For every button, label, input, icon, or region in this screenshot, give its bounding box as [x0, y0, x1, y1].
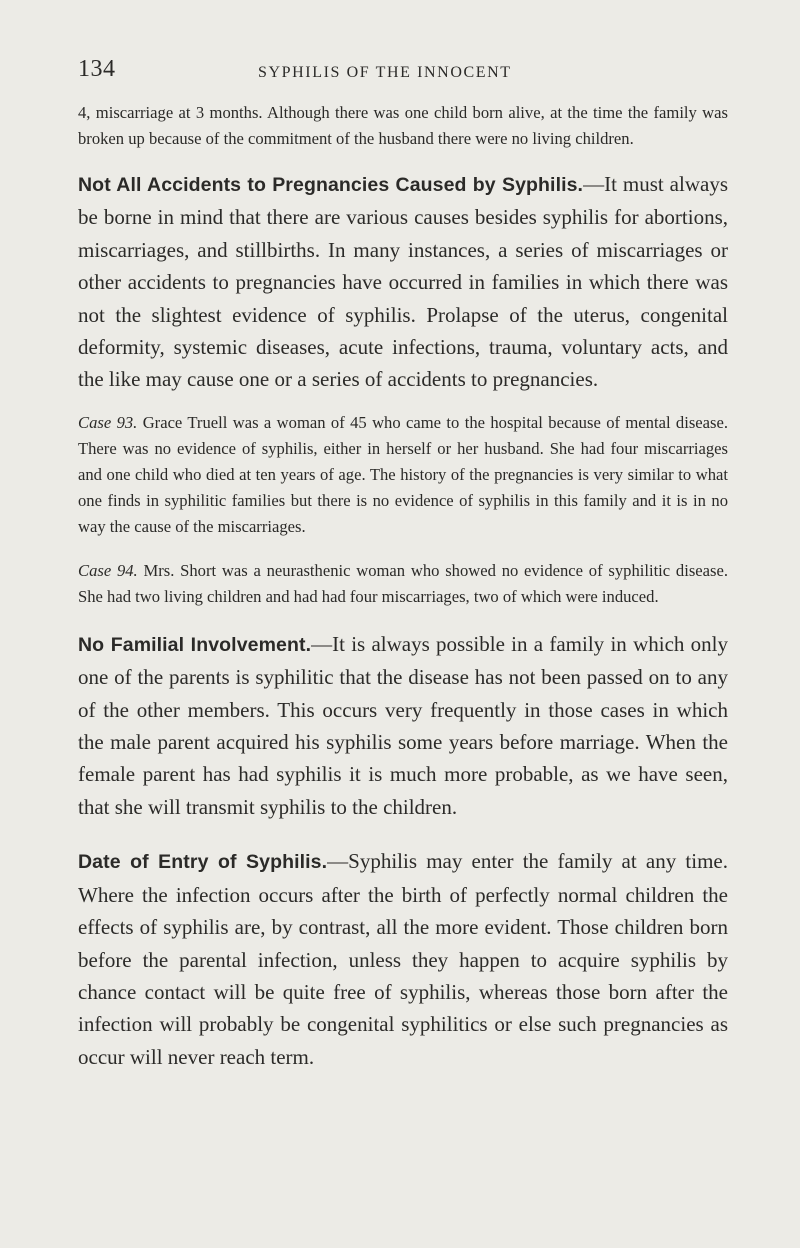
case-text: Grace Truell was a woman of 45 who came to the hospital because of mental disease. There was no evidence of syphilis, either in herself or her husband. She had four miscarriages and one child who died at ten years of age. The history of the pregnancies is very similar to what one finds in syphilitic families but there is no evidence of syphilis in this family and it is in no way the cause of the miscarriages. — [78, 412, 728, 536]
case-label: Case 93. — [78, 412, 138, 432]
page-number: 134 — [78, 56, 116, 82]
section-text: —It must always be borne in mind that there are various causes besides syphilis for abortions, miscarriages, and stillbirths. In many instances, a series of miscarriages or other accidents to pregnancies have occurred in families in which there was not the slightest evidence of syphilis. Prolapse of the uterus, congenital deformity, systemic diseases, acute infections, trauma, voluntary acts, and the like may cause one or a series of accidents to pregnancies. — [78, 172, 728, 392]
section-text: —It is always possible in a family in which only one of the parents is syphilitic that the disease has not been passed on to any of the other members. This occurs very frequently in those cases in which the male parent acquired his syphilis some years before marriage. When the female parent has had syphilis it is much more probable, as we have seen, that she will transmit syphilis to the children. — [78, 631, 728, 819]
section-heading: Date of Entry of Syphilis. — [78, 851, 328, 874]
case-label: Case 94. — [78, 560, 138, 580]
intro-paragraph: 4, miscarriage at 3 months. Although there was one child born alive, at the time the family was broken up because of the commitment of the husband there were no living children. — [78, 103, 728, 148]
section-date-of-entry — [78, 845, 728, 1073]
section-heading: No Familial Involvement. — [78, 633, 312, 656]
section-no-familial-involvement — [78, 628, 728, 823]
page-body — [78, 100, 728, 1073]
running-head: SYPHILIS OF THE INNOCENT — [258, 64, 512, 81]
section-not-all-accidents — [78, 168, 728, 396]
case-text: Mrs. Short was a neurasthenic woman who showed no evidence of syphilitic disease. She had two living children and had had four miscarriages, two of which were induced. — [78, 560, 729, 606]
section-text: —Syphilis may enter the family at any time. Where the infection occurs after the birth of perfectly normal children the effects of syphilis are, by contrast, all the more evident. Those children born before the parental infection, unless they happen to acquire syphilis by chance contact will be quite free of syphilis, whereas those born after the infection will probably be congenital syphilitics or else such pregnancies as occur will never reach term. — [78, 849, 728, 1069]
page-header — [0, 56, 800, 96]
case-93-paragraph — [78, 410, 728, 540]
section-heading: Not All Accidents to Pregnancies Caused by Syphilis. — [78, 174, 584, 196]
case-94-paragraph — [78, 558, 728, 610]
